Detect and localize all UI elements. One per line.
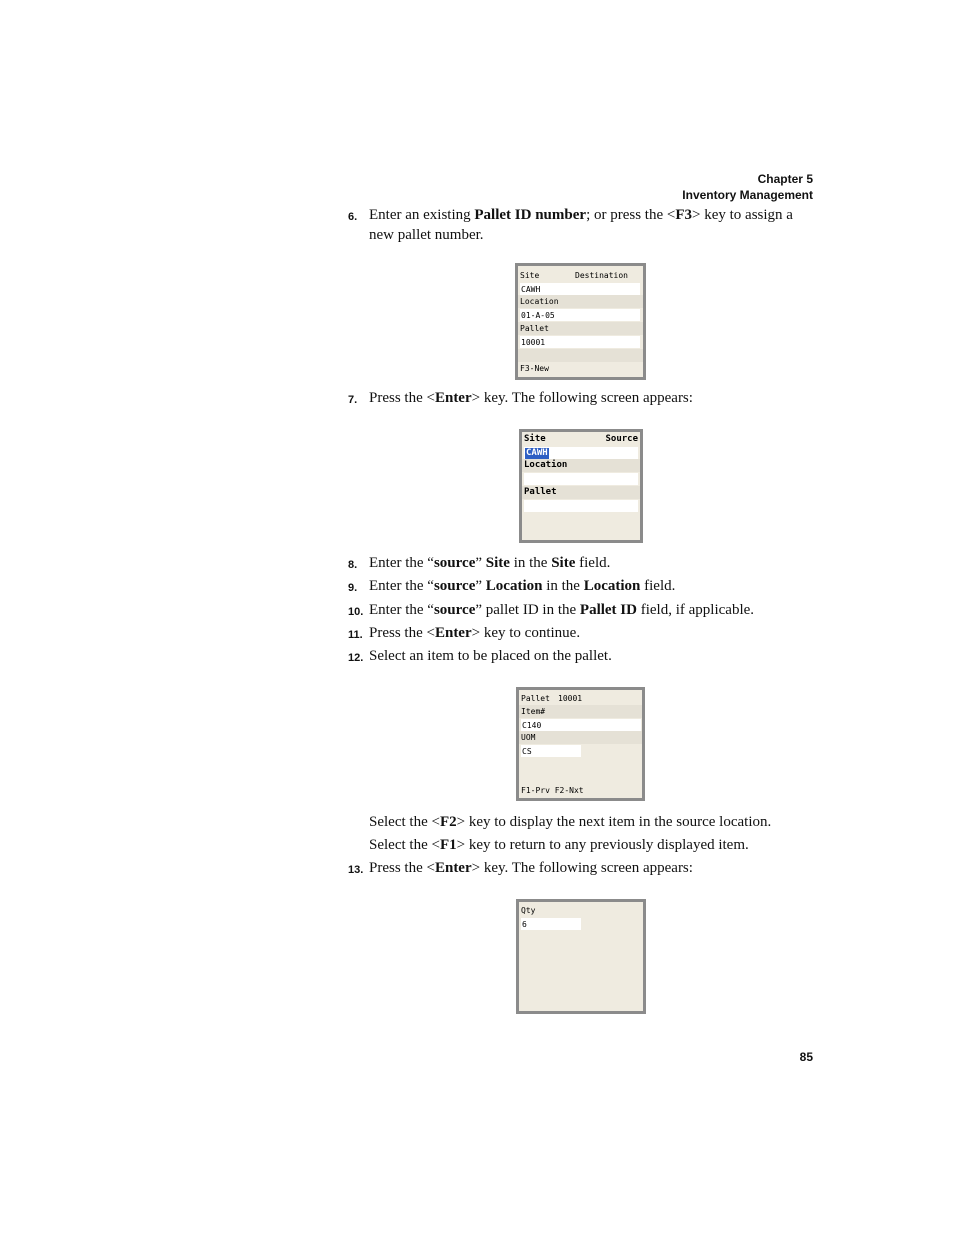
- site-field[interactable]: CAWH: [524, 447, 638, 459]
- qty-field[interactable]: 6: [521, 918, 581, 930]
- step-text: Select an item to be placed on the pallet.: [369, 648, 612, 664]
- uom-row: [519, 731, 642, 744]
- note-f2: Select the <F2> key to display the next item in the source location.: [369, 814, 772, 830]
- location-field[interactable]: 01-A-05: [520, 309, 640, 321]
- step-7: [348, 389, 814, 409]
- footer-row: [518, 362, 643, 375]
- step-10: [348, 601, 814, 621]
- item-field[interactable]: C140: [521, 719, 641, 731]
- step-12: [348, 647, 814, 667]
- pallet-field[interactable]: [524, 500, 638, 512]
- uom-label: UOM: [521, 733, 536, 742]
- qty-row: [519, 904, 643, 917]
- qty-screen: [516, 899, 646, 1014]
- site-field[interactable]: CAWH: [520, 283, 640, 295]
- pallet-value: 10001: [558, 694, 583, 703]
- step-text: Enter the “source” Site in the Site field.: [369, 555, 611, 571]
- site-row: [518, 269, 643, 282]
- pallet-label: Pallet: [520, 324, 549, 333]
- step-9: [348, 577, 814, 597]
- pallet-label: Pallet: [524, 487, 557, 497]
- step-13: [348, 859, 814, 879]
- step-number: 11.: [348, 629, 363, 641]
- step-number: 7.: [348, 394, 358, 406]
- footer-row: [519, 784, 642, 797]
- page-number: 85: [799, 1050, 813, 1064]
- pallet-row: [519, 692, 642, 705]
- step-number: 9.: [348, 582, 358, 594]
- note-f1: Select the <F1> key to return to any previously displayed item.: [369, 837, 749, 853]
- site-row: [522, 433, 640, 446]
- step-text: Press the <Enter> key. The following screen appears:: [369, 390, 693, 406]
- location-field[interactable]: [524, 473, 638, 485]
- source-screen: [519, 429, 643, 543]
- step-number: 13.: [348, 864, 364, 876]
- pallet-row: [522, 486, 640, 499]
- step-11: [348, 624, 814, 644]
- destination-screen: [515, 263, 646, 380]
- step-8: [348, 554, 814, 574]
- prev-next-hint: F1-Prv F2-Nxt: [521, 786, 584, 795]
- location-row: [518, 295, 643, 308]
- location-row: [522, 459, 640, 472]
- item-label: Item#: [521, 707, 546, 716]
- step-number: 12.: [348, 652, 364, 664]
- f3-new-hint: F3-New: [520, 364, 549, 373]
- uom-field[interactable]: CS: [521, 745, 581, 757]
- location-label: Location: [524, 460, 568, 470]
- pallet-label: Pallet: [521, 694, 550, 703]
- blank-row: [518, 349, 643, 362]
- step-number: 10.: [348, 606, 364, 618]
- running-header: [682, 171, 813, 203]
- location-label: Location: [520, 297, 559, 306]
- step-6: [348, 206, 814, 245]
- item-screen: [516, 687, 645, 801]
- site-label: Site: [520, 271, 540, 280]
- step-text: Enter the “source” Location in the Location field.: [369, 578, 676, 594]
- step-text: Enter the “source” pallet ID in the Pallet ID field, if applicable.: [369, 602, 755, 618]
- mode-label: Destination: [575, 271, 628, 280]
- step-number: 6.: [348, 211, 358, 223]
- section-label: Inventory Management: [682, 188, 813, 202]
- pallet-field[interactable]: 10001: [520, 336, 640, 348]
- pallet-row: [518, 322, 643, 335]
- step-text: Press the <Enter> key. The following screen appears:: [369, 860, 693, 876]
- chapter-label: Chapter 5: [757, 172, 813, 186]
- step-number: 8.: [348, 559, 358, 571]
- step-text: Enter an existing Pallet ID number; or press the <F3> key to assign a new pallet number.: [369, 207, 793, 243]
- site-label: Site: [524, 434, 546, 444]
- qty-label: Qty: [521, 906, 536, 915]
- step-text: Press the <Enter> key to continue.: [369, 625, 581, 641]
- item-row: [519, 705, 642, 718]
- mode-label: Source: [605, 434, 638, 444]
